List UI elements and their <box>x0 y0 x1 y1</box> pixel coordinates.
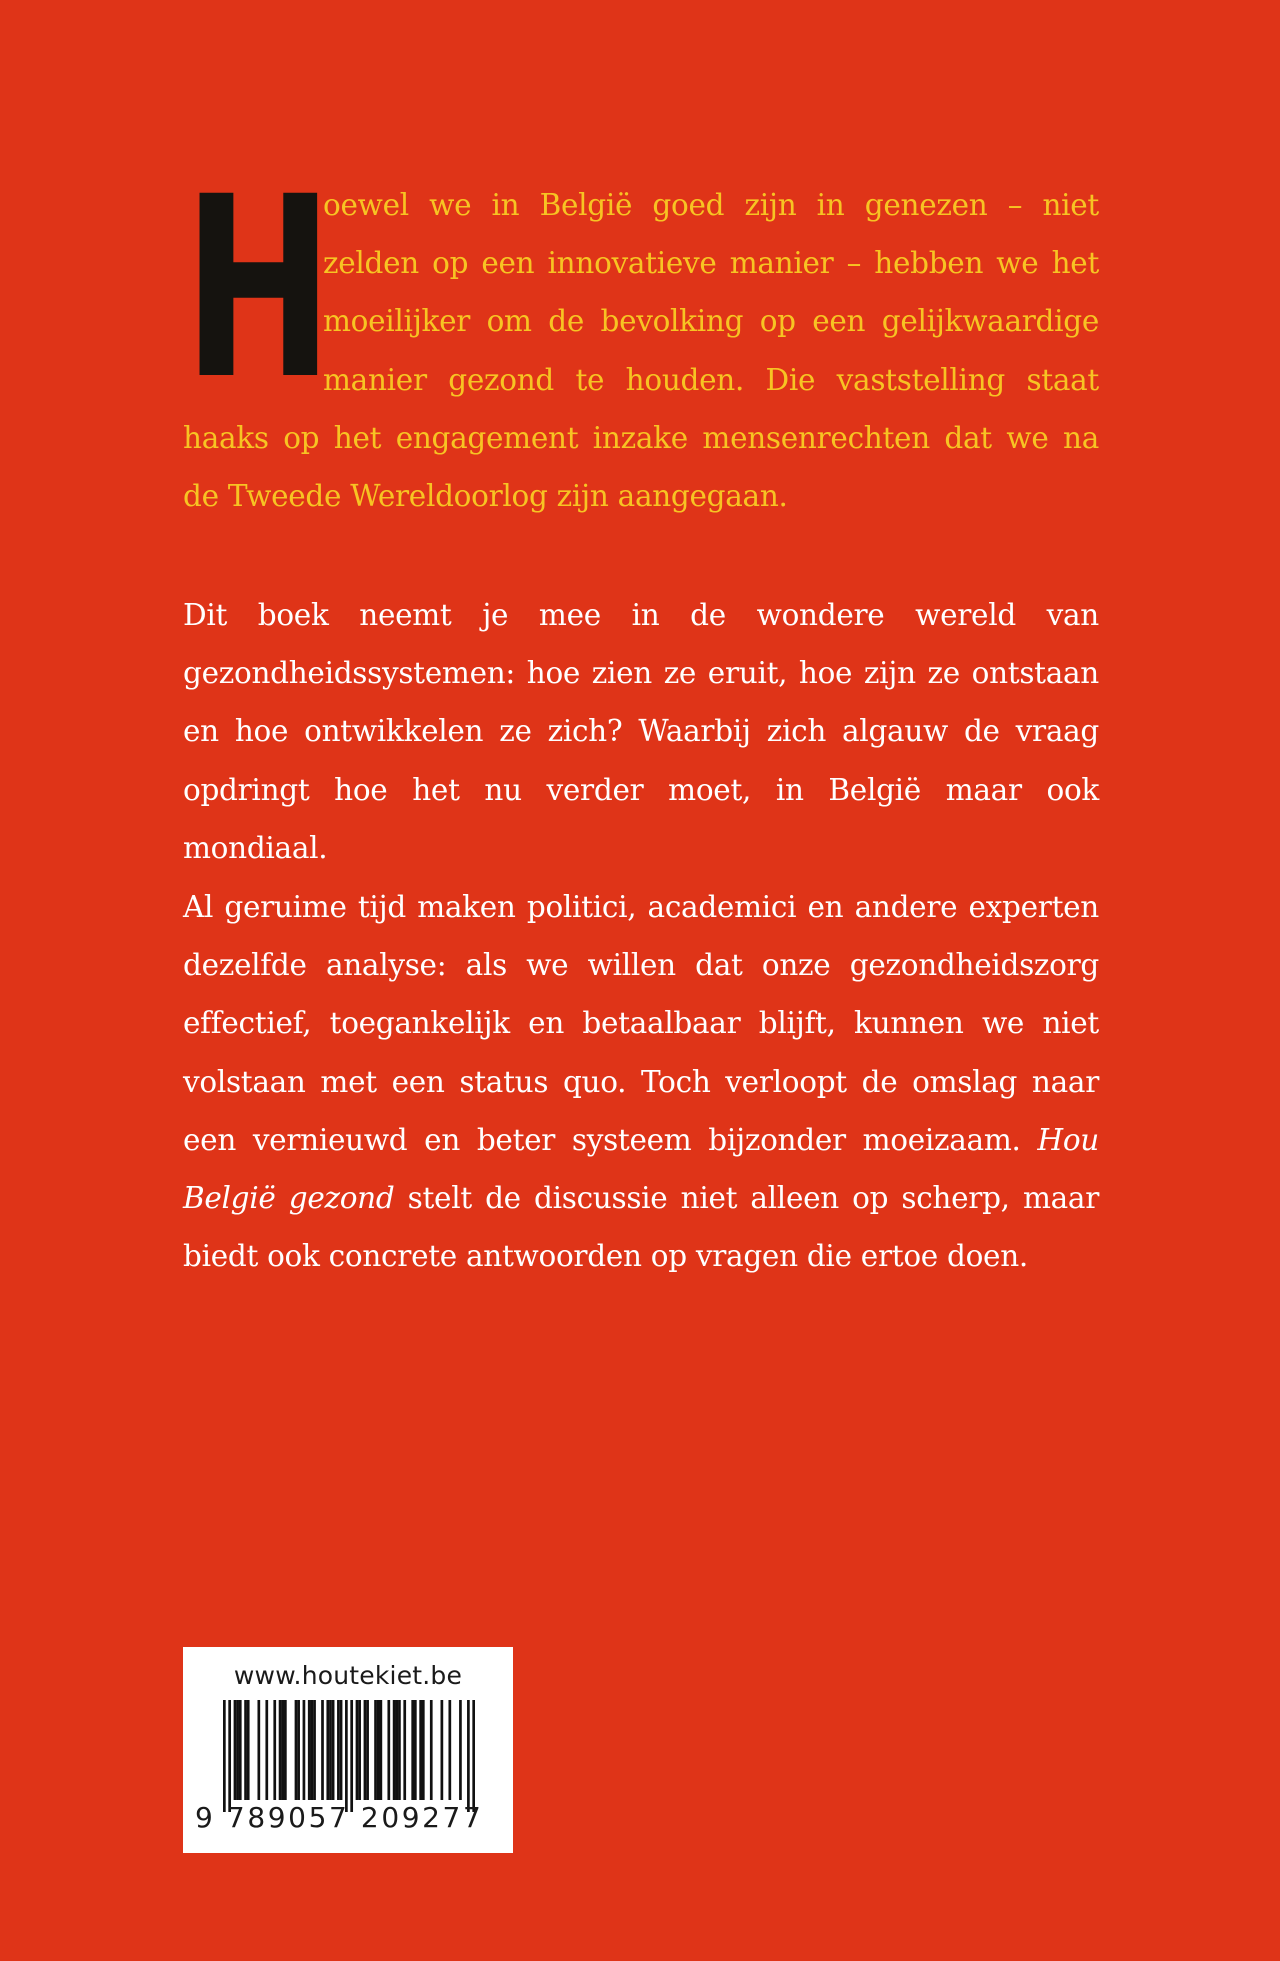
barcode-box <box>183 1647 513 1853</box>
barcode-bar <box>244 1700 247 1800</box>
barcode-bar <box>467 1700 470 1812</box>
barcode-bar <box>377 1700 380 1800</box>
barcode-bar <box>414 1700 417 1800</box>
barcode-bar <box>326 1700 329 1800</box>
isbn-digits: 9 789057 209277 <box>195 1801 484 1834</box>
barcode-bar <box>459 1700 462 1800</box>
barcode-bar <box>387 1700 390 1800</box>
barcode-bar <box>279 1700 282 1800</box>
barcode-bar <box>308 1700 311 1800</box>
barcode-bar <box>345 1700 348 1812</box>
paragraph-3-before: Al geruime tijd maken politici, academici en andere experten dezelfde analyse: als we willen dat onze gezondheidszorg effectief, toegankelijk en betaalbaar blijft, kunnen we niet volstaan met een status quo. Toch verloopt de omslag naar een vernieuwd en beter systeem bijzonder moeizaam. <box>183 890 1099 1157</box>
barcode-bar <box>303 1700 306 1800</box>
barcode-bar <box>350 1700 353 1812</box>
barcode-bar <box>422 1700 425 1800</box>
body-paragraph-2: Dit boek neemt je mee in de wondere wereld van gezondheidssystemen: hoe zien ze eruit, hoe zijn ze ontstaan en hoe ontwikkelen ze zich? Waarbij zich algauw de vraag opdringt hoe het nu verder moet, in België maar ook mondiaal. <box>183 598 1099 865</box>
barcode-bar <box>337 1700 340 1800</box>
barcode-bar <box>247 1700 250 1800</box>
barcode-bar <box>223 1700 226 1812</box>
barcode-bar <box>329 1700 332 1800</box>
publisher-url: www.houtekiet.be <box>233 1661 463 1690</box>
intro-text: oewel we in België goed zijn in genezen – niet zelden op een innovatieve manier – hebben we het moeilijker om de bevolking op een gelijkwaardige manier gezond te houden. Die vaststelling staat haaks op het engagement inzake mensenrechten dat we na de Tweede Wereldoorlog zijn aangegaan. <box>183 188 1099 514</box>
barcode-bar <box>430 1700 433 1800</box>
barcode-bar <box>257 1700 260 1800</box>
barcode-bar <box>239 1700 242 1800</box>
barcode-bar <box>284 1700 287 1800</box>
barcode-bar <box>311 1700 314 1800</box>
barcode-bar <box>472 1700 475 1812</box>
barcode-bar <box>395 1700 398 1800</box>
barcode-bar <box>441 1700 444 1800</box>
barcode-bars-icon <box>223 1700 475 1812</box>
barcode-bar <box>332 1700 335 1800</box>
barcode-bar <box>265 1700 268 1800</box>
barcode-bar <box>297 1700 300 1800</box>
intro-paragraph <box>183 143 1099 525</box>
barcode-bar <box>313 1700 316 1800</box>
barcode-bar <box>228 1700 231 1812</box>
barcode-bar <box>358 1700 361 1800</box>
barcode-bar <box>398 1700 401 1800</box>
barcode-bar <box>419 1700 422 1800</box>
paragraph-3-after: stelt de discussie niet alleen op scherp, maar biedt ook concrete antwoorden op vragen die ertoe doen. <box>183 1181 1099 1274</box>
barcode-bar <box>234 1700 237 1800</box>
barcode-bar <box>273 1700 276 1800</box>
body-paragraph-3 <box>183 878 1099 1285</box>
barcode-bar <box>295 1700 298 1800</box>
barcode-bar <box>364 1700 367 1800</box>
barcode-bar <box>340 1700 343 1800</box>
barcode-bar <box>403 1700 406 1800</box>
barcode-bar <box>321 1700 324 1800</box>
book-title-italic: Hou België gezond <box>183 1122 1099 1216</box>
barcode-bar <box>411 1700 414 1800</box>
barcode-bar <box>374 1700 377 1800</box>
drop-cap-letter: H <box>183 143 334 434</box>
barcode-bar <box>236 1700 239 1800</box>
barcode-bar <box>356 1700 359 1800</box>
barcode-bar <box>448 1700 451 1800</box>
barcode-bar <box>366 1700 369 1800</box>
barcode-bar <box>281 1700 284 1800</box>
barcode-bar <box>380 1700 383 1800</box>
barcode-bar <box>393 1700 396 1800</box>
